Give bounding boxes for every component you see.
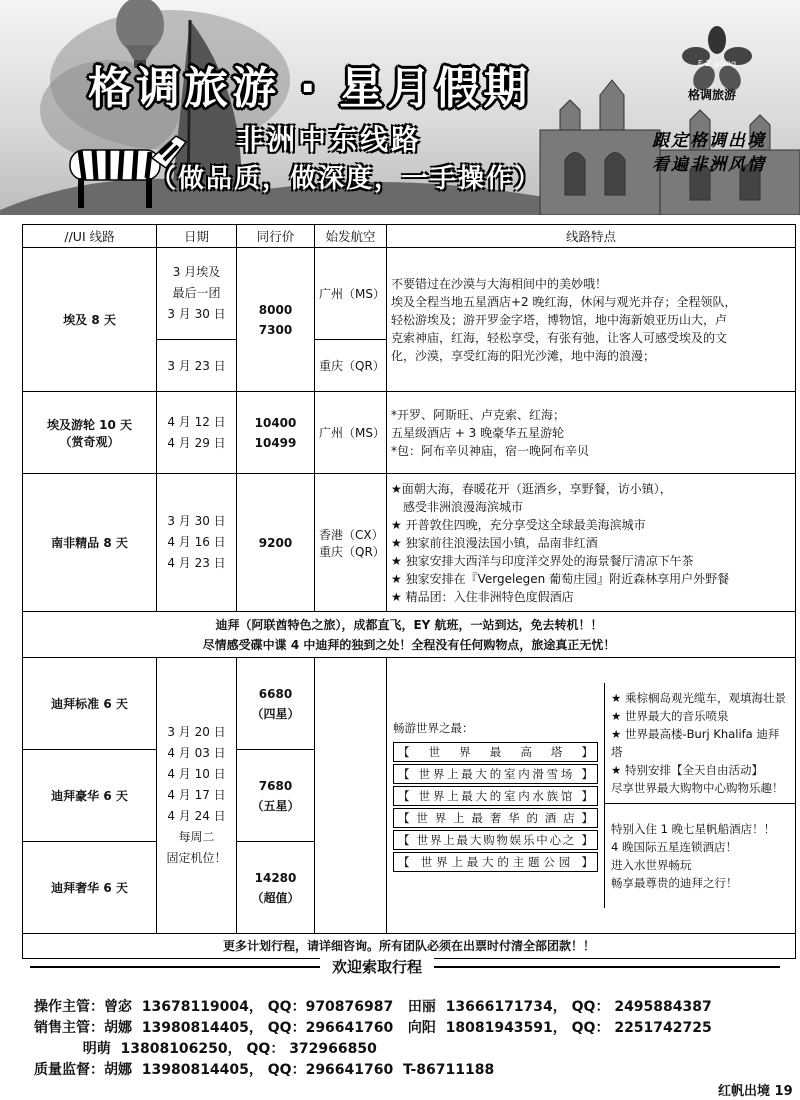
- table-header-row: [23, 225, 796, 248]
- dubai-deluxe-price: 7680 （五星）: [237, 750, 315, 842]
- header-banner: [0, 0, 800, 215]
- header-airline: 始发航空: [315, 225, 387, 248]
- route-dubai-deluxe: 迪拜豪华 6 天: [23, 750, 157, 842]
- logo-mark: E-Z going: [697, 59, 737, 68]
- dubai-highlight-item: 【 世 界 上 最 奢 华 的 酒 店 】: [393, 808, 598, 828]
- page-label: 红帆出境 19: [718, 1084, 793, 1099]
- footer-title: 欢迎索取行程: [320, 956, 434, 977]
- table-row: [23, 612, 796, 658]
- route-egypt: 埃及 8 天: [23, 248, 157, 392]
- table-row: [23, 392, 796, 474]
- contact-line-1: 操作主管：曾宓 13678119004， QQ：970876987 田丽 13666171734， QQ： 2495884387: [34, 999, 712, 1015]
- egypt-price: 8000 7300: [237, 248, 315, 392]
- dubai-features-a: ★ 乘棕榈岛观光缆车，观填海壮景 ★ 世界最大的音乐喷泉 ★ 世界最高楼-Burj Khalifa 迪拜塔 ★ 特别安排【全天自由活动】 尽享世界最大购物中心购物乐趣！: [605, 683, 795, 804]
- south-africa-airline: 香港（CX） 重庆（QR）: [315, 474, 387, 612]
- dubai-luxury-price: 14280 （超值）: [237, 842, 315, 934]
- dubai-highlight-item: 【 世界上最大购物娱乐中心之 】: [393, 830, 598, 850]
- header-date: 日期: [157, 225, 237, 248]
- egypt-airline-2: 重庆（QR）: [315, 340, 387, 392]
- page-subtitle: 非洲中东线路: [236, 123, 423, 156]
- cruise-dates: 4 月 12 日 4 月 29 日: [157, 392, 237, 474]
- egypt-date-1: 3 月埃及 最后一团 3 月 30 日: [157, 248, 237, 340]
- route-dubai-luxury: 迪拜奢华 6 天: [23, 842, 157, 934]
- header-price: 同行价: [237, 225, 315, 248]
- logo-text: 格调旅游: [688, 88, 737, 102]
- dubai-highlight-item: 【 世 界 最 高 塔 】: [393, 742, 598, 762]
- dubai-features-b: 特别入住 1 晚七星帆船酒店！！ 4 晚国际五星连锁酒店！ 进入水世界畅玩 畅享最尊贵的迪拜之行！: [611, 822, 776, 890]
- dubai-highlights: 畅游世界之最： 【 世 界 最 高 塔 】 【 世界上最大的室内滑雪场 】 【 世界上最大的室内水族馆 】 【 世 界 上 最 奢 华 的 酒 店 】 【 世界上最大购物娱乐中心之 】 【 世界上最大的主题公园 】: [387, 683, 605, 908]
- route-cruise: 埃及游轮 10 天 （赏奇观）: [23, 392, 157, 474]
- dubai-highlight-item: 【 世界上最大的室内水族馆 】: [393, 786, 598, 806]
- route-table: [22, 224, 796, 959]
- cruise-airline: 广州（MS）: [315, 392, 387, 474]
- south-africa-features: ★面朝大海，春暖花开（逛酒乡，享野餐，访小镇）， 感受非洲浪漫海滨城市 ★ 开普敦住四晚，充分享受这全球最美海滨城市 ★ 独家前往浪漫法国小镇，品南非红酒 ★ 独家安排大西洋与印度洋交界处的海景餐厅清凉下午茶 ★ 独家安排在『Vergelegen 葡萄庄园』附近森林享用户外野餐 ★ 精品团：入住非洲特色度假酒店: [387, 474, 796, 612]
- table-row: [23, 474, 796, 612]
- cruise-features: *开罗、阿斯旺、卢克索、红海； 五星级酒店 + 3 晚豪华五星游轮 *包：阿布辛贝神庙，宿一晚阿布辛贝: [387, 392, 796, 474]
- egypt-airline-1: 广州（MS）: [315, 248, 387, 340]
- table-row: [23, 658, 796, 750]
- header-features: 线路特点: [387, 225, 796, 248]
- bottom-note: 更多计划行程，请详细咨询。所有团队必须在出票时付清全部团款！！: [23, 934, 796, 959]
- egypt-features: 不要错过在沙漠与大海相间中的美妙哦！ 埃及全程当地五星酒店+2 晚红海，休闲与观光并存；全程领队， 轻松游埃及；游开罗金字塔，博物馆，地中海新娘亚历山大，卢 克索神庙，红海，轻松享受，有张有弛，让客人可感受埃及的文 化，沙漠，享受红海的阳光沙滩，地中海的浪漫；: [387, 248, 796, 392]
- dubai-banner: 迪拜（阿联酋特色之旅），成都直飞，EY 航班，一站到达，免去转机！！ 尽情感受碟中谍 4 中迪拜的独到之处！全程没有任何购物点，旅途真正无忧！: [23, 612, 796, 658]
- dubai-dates: 3 月 20 日 4 月 03 日 4 月 10 日 4 月 17 日 4 月 24 日 每周二 固定机位！: [157, 658, 237, 934]
- south-africa-price: 9200: [237, 474, 315, 612]
- table-row: [23, 248, 796, 340]
- page-slogan: （做品质，做深度，一手操作）: [150, 164, 543, 194]
- dubai-features-cell: [387, 658, 796, 934]
- dubai-highlight-item: 【 世界上最大的主题公园 】: [393, 852, 598, 872]
- side-slogan-1: 跟定格调出境: [652, 131, 766, 151]
- dubai-middle-cell: [315, 658, 387, 934]
- contact-line-2: 销售主管：胡娜 13980814405， QQ：296641760 向阳 18081943591， QQ： 2251742725: [34, 1020, 712, 1036]
- egypt-date-2: 3 月 23 日: [157, 340, 237, 392]
- table-row: [23, 934, 796, 959]
- side-slogan-2: 看遍非洲风情: [652, 155, 766, 175]
- south-africa-dates: 3 月 30 日 4 月 16 日 4 月 23 日: [157, 474, 237, 612]
- route-dubai-standard: 迪拜标准 6 天: [23, 658, 157, 750]
- page-title: 格调旅游 · 星月假期: [88, 63, 532, 114]
- dubai-standard-price: 6680 （四星）: [237, 658, 315, 750]
- cruise-price: 10400 10499: [237, 392, 315, 474]
- dubai-highlight-item: 【 世界上最大的室内滑雪场 】: [393, 764, 598, 784]
- contact-line-3: 明萌 13808106250， QQ： 372966850: [34, 1041, 377, 1057]
- contact-line-4: 质量监督：胡娜 13980814405， QQ：296641760 T-86711188: [34, 1062, 495, 1078]
- route-south-africa: 南非精品 8 天: [23, 474, 157, 612]
- header-route: //UI 线路: [23, 225, 157, 248]
